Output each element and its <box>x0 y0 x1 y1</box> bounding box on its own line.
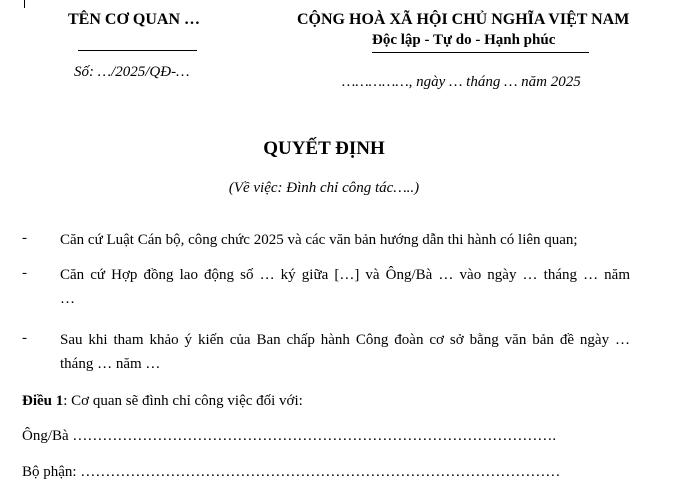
bullet-dash: - <box>22 330 27 346</box>
basis-line-2: … <box>60 291 75 307</box>
field-department: Bộ phận: …………………………………………………………………………………… <box>22 464 561 480</box>
document-title: QUYẾT ĐỊNH <box>263 138 385 159</box>
place-date: ……………, ngày … tháng … năm 2025 <box>342 74 581 90</box>
basis-item <box>60 330 630 375</box>
text-cursor <box>24 0 25 8</box>
basis-line-1: Căn cứ Luật Cán bộ, công chức 2025 và các văn bản hướng dẫn thi hành có liên quan; <box>60 232 578 248</box>
basis-item <box>60 230 578 251</box>
agency-name: TÊN CƠ QUAN … <box>68 11 201 28</box>
basis-line-1: Sau khi tham khảo ý kiến của Ban chấp hành Công đoàn cơ sở bằng văn bản đề ngày … <box>60 332 630 348</box>
bullet-dash: - <box>22 230 27 246</box>
country-name: CỘNG HOÀ XÃ HỘI CHỦ NGHĨA VIỆT NAM <box>297 11 630 28</box>
basis-line-2: tháng … năm … <box>60 356 161 372</box>
article-1 <box>22 393 303 410</box>
motto-underline <box>372 52 589 53</box>
national-motto: Độc lập - Tự do - Hạnh phúc <box>372 32 556 48</box>
basis-line-1: Căn cứ Hợp đồng lao động số … ký giữa […] và Ông/Bà … vào ngày … tháng … năm <box>60 267 630 283</box>
document-subject: (Về việc: Đình chỉ công tác…..) <box>228 180 420 196</box>
article-1-text: : Cơ quan sẽ đình chỉ công việc đối với: <box>63 393 303 409</box>
agency-underline <box>78 50 197 51</box>
article-1-label: Điều 1 <box>22 393 64 409</box>
basis-item <box>60 265 630 310</box>
document-number: Số: …/2025/QĐ-… <box>74 64 190 80</box>
field-person: Ông/Bà ……………………………………………………………………………………. <box>22 428 557 444</box>
bullet-dash: - <box>22 265 27 281</box>
